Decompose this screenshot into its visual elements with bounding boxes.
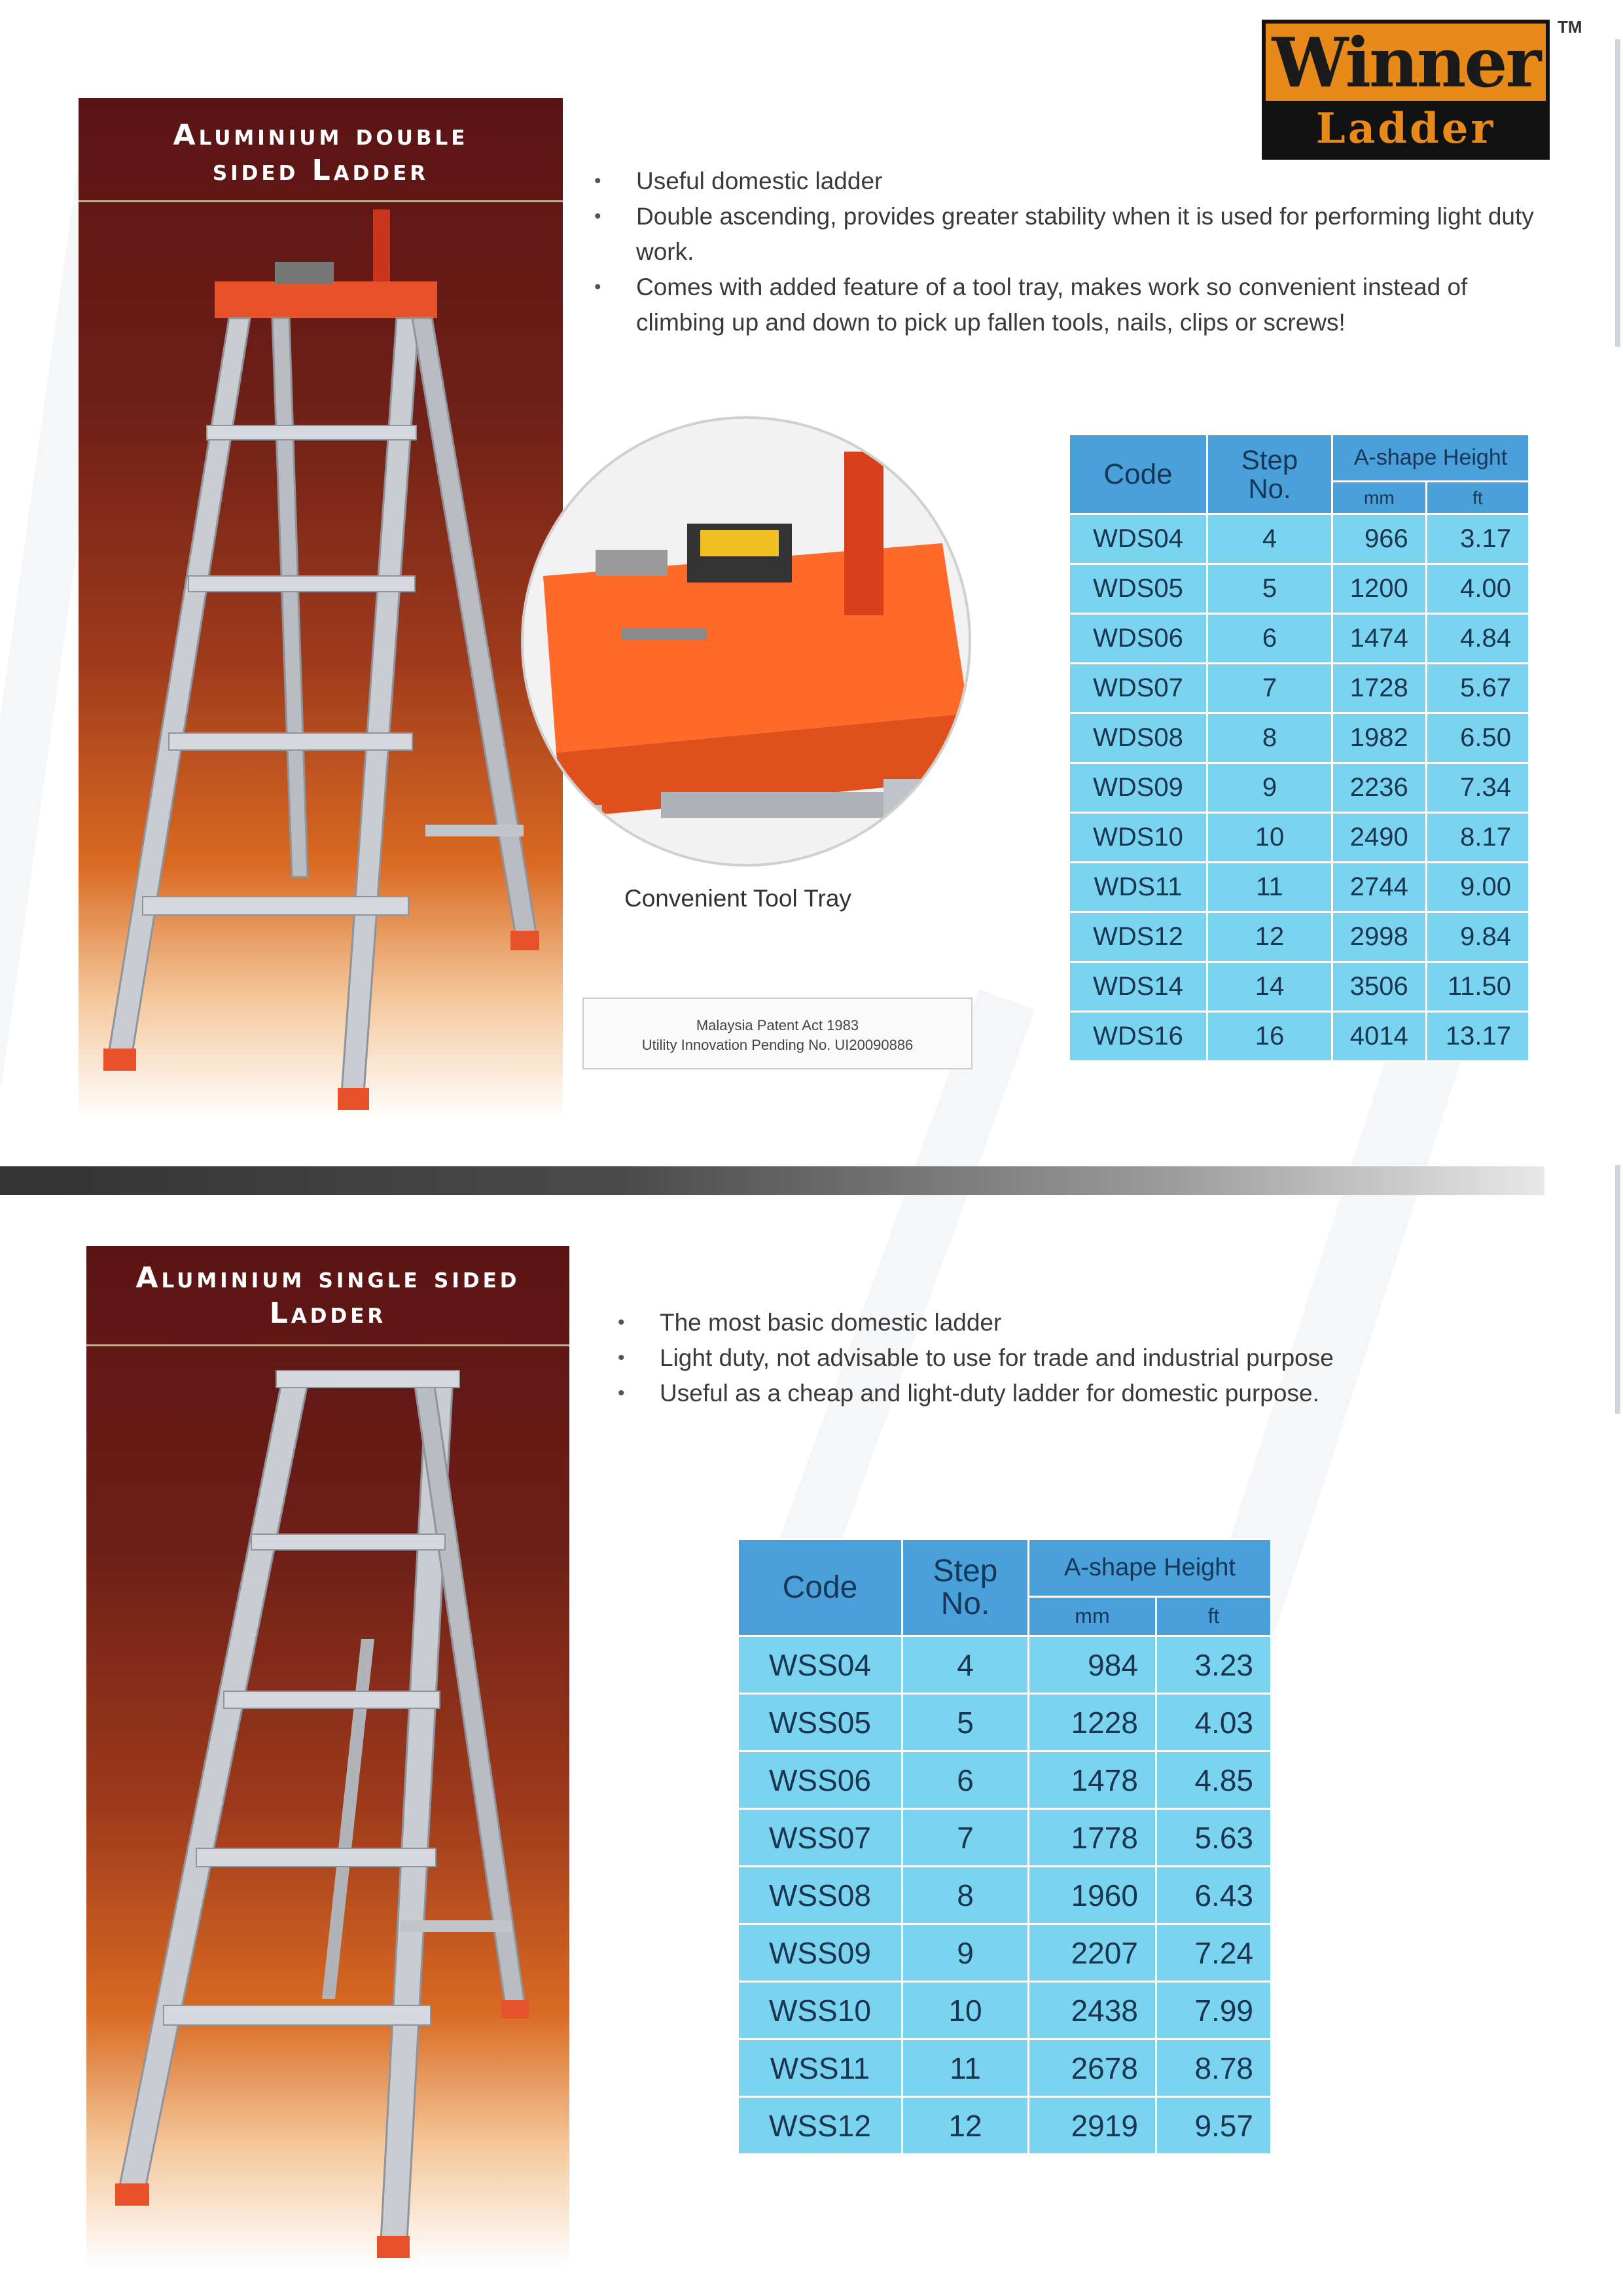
cell-step: 14 — [1207, 962, 1332, 1012]
col-header-code: Code — [738, 1539, 902, 1636]
cell-ft: 4.03 — [1156, 1694, 1271, 1751]
cell-step: 7 — [1207, 664, 1332, 713]
cell-mm: 966 — [1332, 514, 1427, 564]
cell-code: WDS08 — [1069, 713, 1207, 763]
table-row — [738, 1636, 1272, 1694]
table-row — [1069, 664, 1529, 713]
cell-mm: 2438 — [1029, 1982, 1156, 2039]
cell-mm: 1778 — [1029, 1809, 1156, 1867]
double-sided-table-body — [1069, 514, 1529, 1062]
table-row — [738, 1982, 1272, 2039]
feature-item: • Light duty, not advisable to use for trade and industrial purpose — [618, 1340, 1534, 1376]
cell-mm: 2744 — [1332, 863, 1427, 912]
cell-ft: 9.84 — [1426, 912, 1529, 962]
single-sided-features — [618, 1305, 1534, 1411]
cell-ft: 4.00 — [1426, 564, 1529, 614]
col-header-mm: mm — [1029, 1597, 1156, 1636]
watermark-stroke — [778, 990, 1035, 1564]
cell-step: 12 — [1207, 912, 1332, 962]
cell-mm: 2998 — [1332, 912, 1427, 962]
cell-step: 6 — [902, 1751, 1029, 1809]
table-row — [1069, 912, 1529, 962]
cell-step: 8 — [902, 1867, 1029, 1924]
cell-mm: 1960 — [1029, 1867, 1156, 1924]
cell-step: 11 — [1207, 863, 1332, 912]
cell-mm: 984 — [1029, 1636, 1156, 1694]
cell-mm: 4014 — [1332, 1012, 1427, 1062]
table-row — [1069, 564, 1529, 614]
cell-ft: 8.78 — [1156, 2039, 1271, 2097]
cell-code: WDS07 — [1069, 664, 1207, 713]
tool-tray-closeup-image — [517, 412, 975, 870]
patent-notice — [582, 997, 972, 1069]
double-sided-spec-table — [1068, 433, 1530, 1062]
cell-step: 11 — [902, 2039, 1029, 2097]
cell-ft: 11.50 — [1426, 962, 1529, 1012]
section-divider — [0, 1166, 1544, 1195]
cell-code: WDS10 — [1069, 813, 1207, 863]
cell-step: 7 — [902, 1809, 1029, 1867]
col-header-step: Step No. — [902, 1539, 1029, 1636]
cell-step: 16 — [1207, 1012, 1332, 1062]
cell-code: WSS11 — [738, 2039, 902, 2097]
cell-ft: 3.23 — [1156, 1636, 1271, 1694]
cell-code: WDS05 — [1069, 564, 1207, 614]
cell-step: 8 — [1207, 713, 1332, 763]
cell-step: 9 — [902, 1924, 1029, 1982]
trademark-mark: TM — [1558, 17, 1582, 37]
table-row — [738, 1867, 1272, 1924]
table-row — [738, 2097, 1272, 2155]
single-sided-spec-table — [737, 1538, 1272, 2155]
cell-mm: 3506 — [1332, 962, 1427, 1012]
patent-line1: Malaysia Patent Act 1983 — [696, 1017, 859, 1033]
logo-word-ladder: Ladder — [1315, 103, 1496, 153]
cell-ft: 7.99 — [1156, 1982, 1271, 2039]
tool-tray-caption: Convenient Tool Tray — [624, 885, 851, 912]
col-header-code: Code — [1069, 435, 1207, 514]
cell-ft: 9.57 — [1156, 2097, 1271, 2155]
cell-mm: 2490 — [1332, 813, 1427, 863]
cell-code: WSS04 — [738, 1636, 902, 1694]
page-edge — [1615, 39, 1620, 347]
table-row — [738, 1694, 1272, 1751]
cell-mm: 1228 — [1029, 1694, 1156, 1751]
cell-mm: 1474 — [1332, 614, 1427, 664]
double-sided-title-line2: sided Ladder — [212, 154, 429, 187]
cell-code: WSS05 — [738, 1694, 902, 1751]
table-row — [738, 2039, 1272, 2097]
cell-ft: 7.34 — [1426, 763, 1529, 813]
cell-mm: 2678 — [1029, 2039, 1156, 2097]
double-sided-ladder-image — [79, 98, 563, 1119]
feature-item: • Useful domestic ladder — [594, 164, 1563, 199]
feature-item: • The most basic domestic ladder — [618, 1305, 1534, 1340]
page-edge — [1615, 1165, 1620, 1414]
cell-step: 4 — [1207, 514, 1332, 564]
cell-step: 10 — [1207, 813, 1332, 863]
double-sided-panel — [79, 98, 563, 1119]
single-sided-table-body — [738, 1636, 1272, 2155]
cell-ft: 6.50 — [1426, 713, 1529, 763]
single-sided-title-line1: Aluminium single sided — [135, 1261, 520, 1295]
logo-word-winner: Winner — [1266, 24, 1546, 101]
cell-code: WSS07 — [738, 1809, 902, 1867]
col-header-ft: ft — [1426, 482, 1529, 514]
cell-mm: 1478 — [1029, 1751, 1156, 1809]
cell-mm: 1982 — [1332, 713, 1427, 763]
table-row — [1069, 614, 1529, 664]
cell-mm: 2236 — [1332, 763, 1427, 813]
brand-logo — [1262, 20, 1550, 160]
table-row — [1069, 1012, 1529, 1062]
col-header-height: A-shape Height — [1332, 435, 1529, 482]
cell-code: WSS08 — [738, 1867, 902, 1924]
cell-ft: 4.85 — [1156, 1751, 1271, 1809]
cell-step: 4 — [902, 1636, 1029, 1694]
cell-step: 6 — [1207, 614, 1332, 664]
cell-code: WDS06 — [1069, 614, 1207, 664]
single-sided-ladder-image — [86, 1246, 569, 2267]
cell-code: WDS14 — [1069, 962, 1207, 1012]
cell-ft: 4.84 — [1426, 614, 1529, 664]
col-header-ft: ft — [1156, 1597, 1271, 1636]
table-row — [1069, 813, 1529, 863]
patent-line2: Utility Innovation Pending No. UI20090886 — [641, 1037, 914, 1053]
cell-ft: 13.17 — [1426, 1012, 1529, 1062]
cell-step: 5 — [1207, 564, 1332, 614]
cell-step: 9 — [1207, 763, 1332, 813]
cell-code: WDS12 — [1069, 912, 1207, 962]
cell-code: WDS04 — [1069, 514, 1207, 564]
table-row — [1069, 514, 1529, 564]
table-row — [738, 1924, 1272, 1982]
cell-code: WDS11 — [1069, 863, 1207, 912]
table-row — [1069, 962, 1529, 1012]
col-header-mm: mm — [1332, 482, 1427, 514]
cell-code: WSS06 — [738, 1751, 902, 1809]
cell-ft: 9.00 — [1426, 863, 1529, 912]
feature-item: • Double ascending, provides greater stability when it is used for performing light duty work. — [594, 199, 1563, 270]
cell-step: 5 — [902, 1694, 1029, 1751]
cell-ft: 7.24 — [1156, 1924, 1271, 1982]
cell-ft: 3.17 — [1426, 514, 1529, 564]
cell-mm: 1728 — [1332, 664, 1427, 713]
cell-code: WSS09 — [738, 1924, 902, 1982]
cell-mm: 2919 — [1029, 2097, 1156, 2155]
cell-mm: 1200 — [1332, 564, 1427, 614]
cell-ft: 8.17 — [1426, 813, 1529, 863]
cell-mm: 2207 — [1029, 1924, 1156, 1982]
cell-code: WDS09 — [1069, 763, 1207, 813]
cell-ft: 5.67 — [1426, 664, 1529, 713]
table-row — [1069, 763, 1529, 813]
feature-item: • Useful as a cheap and light-duty ladder for domestic purpose. — [618, 1376, 1534, 1411]
col-header-height: A-shape Height — [1029, 1539, 1272, 1597]
single-sided-title-line2: Ladder — [269, 1297, 387, 1330]
feature-item: • Comes with added feature of a tool tray, makes work so convenient instead of climbing up and down to pick up fallen tools, nails, clips or screws! — [594, 270, 1563, 340]
cell-code: WSS12 — [738, 2097, 902, 2155]
cell-step: 12 — [902, 2097, 1029, 2155]
table-row — [1069, 863, 1529, 912]
single-sided-panel — [86, 1246, 569, 2267]
cell-step: 10 — [902, 1982, 1029, 2039]
double-sided-features — [594, 164, 1563, 340]
table-row — [738, 1751, 1272, 1809]
col-header-step: Step No. — [1207, 435, 1332, 514]
double-sided-title-line1: Aluminium double — [173, 118, 469, 152]
cell-code: WDS16 — [1069, 1012, 1207, 1062]
cell-code: WSS10 — [738, 1982, 902, 2039]
cell-ft: 6.43 — [1156, 1867, 1271, 1924]
table-row — [1069, 713, 1529, 763]
cell-ft: 5.63 — [1156, 1809, 1271, 1867]
table-row — [738, 1809, 1272, 1867]
